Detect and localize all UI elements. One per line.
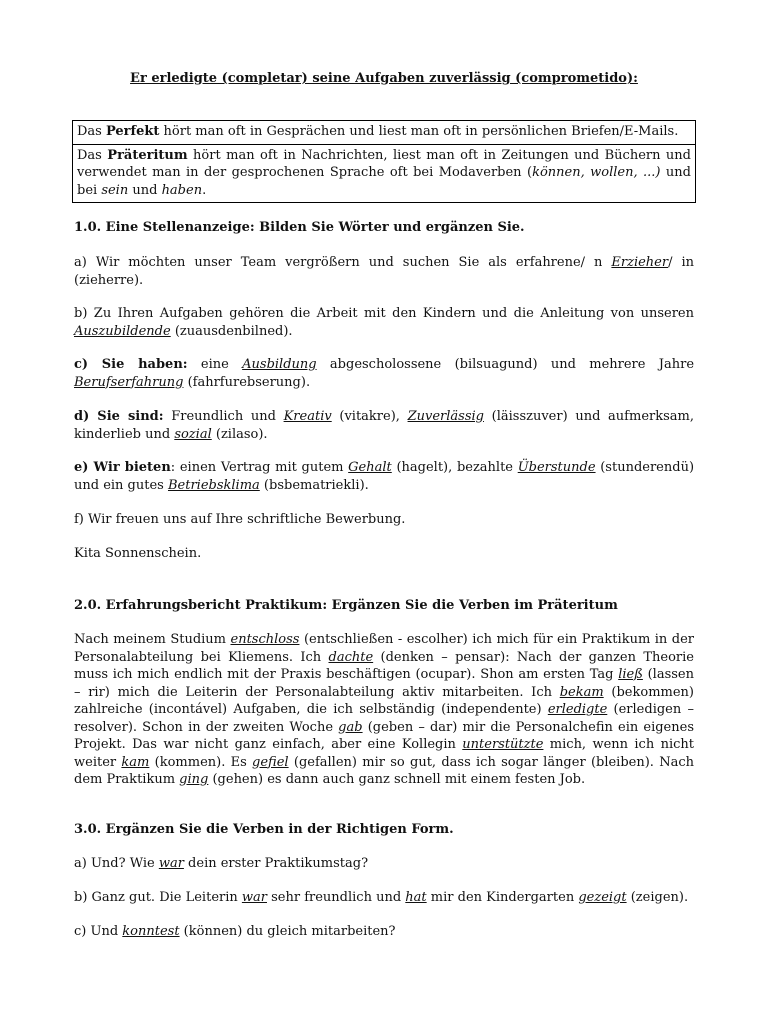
s1-item-e bbox=[74, 459, 694, 494]
answer: gefiel bbox=[252, 754, 289, 770]
s1-item-c bbox=[74, 356, 694, 391]
text: (bekommen) zahlreiche (incontável) Aufgaben, die ich selbständig (independente) bbox=[74, 684, 694, 717]
answer: Gehalt bbox=[348, 460, 392, 475]
s1-item-f: f) Wir freuen uns auf Ihre schriftliche Bewerbung. bbox=[74, 512, 406, 527]
text: (zuausdenbilned). bbox=[170, 323, 293, 339]
text: (erledigen – resolver). Schon in der zweiten Woche bbox=[74, 702, 694, 735]
text: (zeigen). bbox=[626, 890, 689, 905]
text: (läisszuver) und aufmerksam, kinderlieb und bbox=[74, 409, 694, 442]
info-row-perfekt bbox=[73, 121, 695, 144]
text: (geben – dar) mir die Personalchefin ein eigenes Projekt. Das war nicht ganz einfach, aber eine Kollegin bbox=[74, 719, 694, 752]
verb-sein: sein bbox=[101, 182, 129, 198]
text: Nach meinem Studium bbox=[74, 632, 231, 647]
page-title: Er erledigte (completar) seine Aufgaben zuverlässig (comprometido): bbox=[130, 71, 638, 86]
text: / in (zieherre). bbox=[74, 255, 694, 288]
text: a) Wir möchten unser Team vergrößern und suchen Sie als erfahrene/ n bbox=[74, 255, 612, 270]
answer: dachte bbox=[328, 649, 374, 665]
item-label: d) Sie sind: bbox=[74, 409, 164, 424]
answer: Kreativ bbox=[283, 409, 332, 424]
answer: ging bbox=[179, 772, 209, 787]
text: und bei bbox=[77, 165, 691, 198]
answer: war bbox=[158, 856, 184, 871]
text: (können) du gleich mitarbeiten? bbox=[179, 924, 396, 939]
text: a) Und? Wie bbox=[74, 856, 159, 871]
text: hört man oft in Nachrichten, liest man oft in Zeitungen und Büchern und verwendet man in der gesprochenen Sprache oft bei Modaverben ( bbox=[77, 147, 691, 180]
text: (zilaso). bbox=[211, 426, 268, 442]
text: hört man oft in Gesprächen und liest man oft in persönlichen Briefen/E-Mails. bbox=[159, 124, 679, 139]
text: Freundlich und bbox=[163, 409, 284, 424]
answer: war bbox=[241, 890, 267, 905]
s1-item-a bbox=[74, 254, 694, 289]
text: (gehen) es dann auch ganz schnell mit einem festen Job. bbox=[208, 772, 586, 787]
answer: kam bbox=[121, 754, 150, 770]
s1-item-b bbox=[74, 305, 694, 340]
text: Das bbox=[77, 124, 106, 139]
info-row-praeteritum bbox=[73, 144, 695, 203]
text: (gefallen) mir so gut, dass ich sogar länger (bleiben). Nach dem Praktikum bbox=[74, 754, 694, 787]
answer: bekam bbox=[559, 684, 604, 700]
text: mich, wenn ich nicht weiter bbox=[74, 737, 694, 770]
verb-haben: haben bbox=[161, 182, 203, 198]
answer: Überstunde bbox=[517, 460, 596, 475]
answer: gezeigt bbox=[578, 890, 627, 905]
text: (stunderendü) und ein gutes bbox=[74, 460, 695, 493]
text: : einen Vertrag mit gutem bbox=[170, 460, 349, 475]
answer: Erzieher bbox=[611, 255, 669, 270]
text: c) Und bbox=[74, 924, 123, 939]
s3-item-c bbox=[74, 923, 694, 941]
text: (hagelt), bezahlte bbox=[391, 460, 518, 475]
s2-paragraph bbox=[74, 631, 694, 789]
text: sehr freundlich und bbox=[266, 890, 406, 905]
signature: Kita Sonnenschein. bbox=[74, 546, 202, 561]
answer: Betriebsklima bbox=[167, 477, 260, 493]
answer: Auszubildende bbox=[74, 323, 171, 339]
answer: unterstützte bbox=[462, 737, 544, 752]
answer: gab bbox=[338, 719, 363, 735]
text: und bbox=[128, 182, 162, 198]
text: (bsbematriekli). bbox=[259, 477, 369, 493]
text: b) Zu Ihren Aufgaben gehören die Arbeit mit den Kindern und die Anleitung von unseren bbox=[74, 306, 694, 321]
answer: sozial bbox=[174, 426, 212, 442]
text: Das bbox=[77, 147, 108, 163]
text: eine bbox=[187, 357, 243, 372]
term-perfekt: Perfekt bbox=[105, 124, 160, 139]
term-praeteritum: Präteritum bbox=[107, 147, 188, 163]
text: b) Ganz gut. Die Leiterin bbox=[74, 890, 242, 905]
answer: Berufserfahrung bbox=[74, 374, 184, 390]
text: (denken – pensar): Nach der ganzen Theorie muss ich mich endlich mit der Praxis beschäftigen (ocupar). Shon am ersten Tag bbox=[74, 649, 694, 682]
text: (vitakre), bbox=[331, 409, 408, 424]
text: (lassen – rir) mich die Leiterin der Personalabteilung aktiv mitarbeiten. Ich bbox=[74, 667, 694, 700]
item-label: e) Wir bieten bbox=[74, 460, 171, 475]
answer: entschloss bbox=[230, 632, 300, 647]
s1-item-d bbox=[74, 408, 694, 443]
item-label: c) Sie haben: bbox=[74, 357, 188, 372]
text: mir den Kindergarten bbox=[426, 890, 579, 905]
section3-heading: 3.0. Ergänzen Sie die Verben in der Richtigen Form. bbox=[74, 822, 454, 837]
section1-heading: 1.0. Eine Stellenanzeige: Bilden Sie Wörter und ergänzen Sie. bbox=[74, 220, 525, 235]
examples: können, wollen, ...) bbox=[532, 165, 661, 180]
text: abgescholossene (bilsuagund) und mehrere Jahre bbox=[316, 357, 695, 372]
answer: hat bbox=[405, 890, 427, 905]
text: dein erster Praktikumstag? bbox=[183, 856, 369, 871]
answer: Ausbildung bbox=[242, 357, 317, 372]
text: (fahrfurebserung). bbox=[183, 374, 311, 390]
text: (entschließen - escolher) ich mich für ein Praktikum in der Personalabteilung bei Kliemens. Ich bbox=[74, 632, 694, 665]
s3-item-b bbox=[74, 889, 694, 907]
answer: ließ bbox=[618, 667, 643, 682]
s3-item-a bbox=[74, 855, 694, 873]
info-box bbox=[72, 120, 696, 203]
answer: erledigte bbox=[547, 702, 608, 717]
answer: konntest bbox=[122, 924, 180, 939]
text: (kommen). Es bbox=[149, 754, 253, 770]
text: . bbox=[202, 182, 207, 198]
section2-heading: 2.0. Erfahrungsbericht Praktikum: Ergänzen Sie die Verben im Präteritum bbox=[74, 598, 618, 613]
answer: Zuverlässig bbox=[407, 409, 484, 424]
